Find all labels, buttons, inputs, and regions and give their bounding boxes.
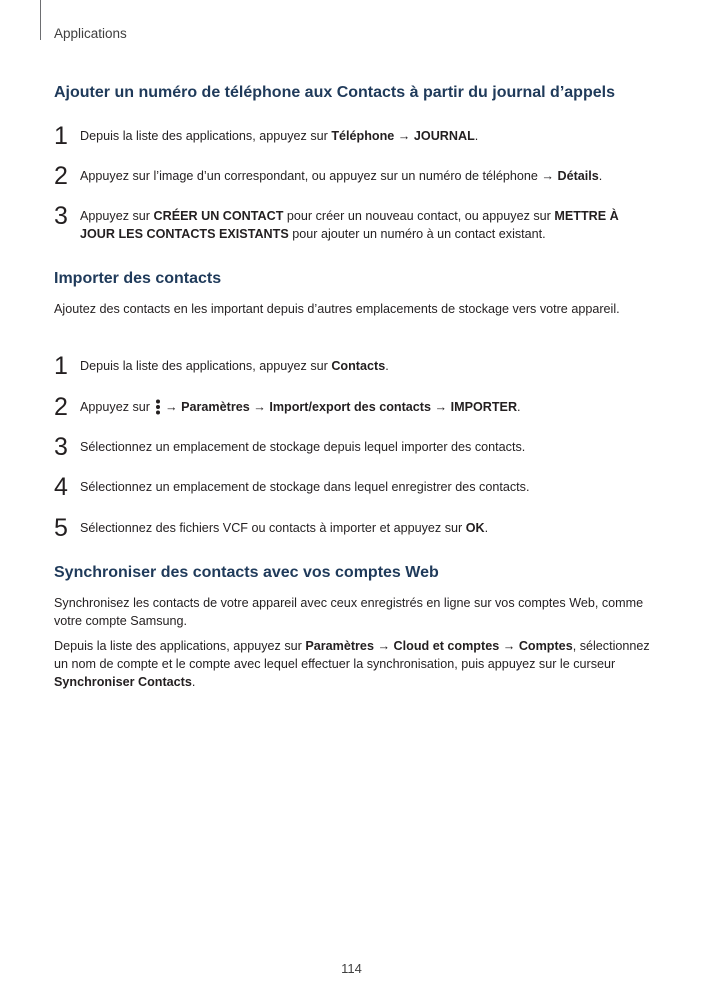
step-number: 5 (54, 514, 68, 542)
step-text: Appuyez sur l’image d’un correspondant, ou appuyez sur un numéro de téléphone → Détails. (80, 169, 603, 183)
keyword-mettre-a-jour: METTRE À JOUR LES CONTACTS EXISTANTS (80, 209, 619, 241)
keyword-ok: OK (465, 521, 485, 535)
header-rule (40, 0, 41, 40)
keyword-synchroniser-contacts: Synchroniser Contacts (54, 675, 192, 689)
step-number: 3 (54, 433, 68, 461)
running-header: Applications (54, 26, 127, 41)
step-number: 2 (54, 162, 68, 190)
section2-intro: Ajoutez des contacts en les important depuis d’autres emplacements de stockage vers votre appareil. (54, 302, 620, 316)
keyword-parametres: Paramètres (305, 639, 374, 653)
step-number: 3 (54, 202, 68, 230)
step-text: Sélectionnez un emplacement de stockage depuis lequel importer des contacts. (80, 440, 526, 454)
keyword-details: Détails (557, 169, 599, 183)
step-text: Sélectionnez des fichiers VCF ou contacts à importer et appuyez sur OK. (80, 521, 489, 535)
step-text: Depuis la liste des applications, appuyez sur Téléphone → JOURNAL. (80, 129, 479, 143)
step-text: Depuis la liste des applications, appuyez sur Contacts. (80, 359, 389, 373)
section-title-sync: Synchroniser des contacts avec vos comptes Web (54, 564, 439, 581)
section-title-import: Importer des contacts (54, 270, 222, 287)
step-number: 1 (54, 352, 68, 380)
keyword-import-export: Import/export des contacts (269, 400, 431, 414)
section3-para-1: Synchronisez les contacts de votre appareil avec ceux enregistrés en ligne sur vos comptes Web, comme votre compte Samsung. (54, 596, 644, 628)
keyword-importer: IMPORTER (450, 400, 518, 414)
step-number: 2 (54, 393, 68, 421)
section3-para-2: Depuis la liste des applications, appuyez sur Paramètres → Cloud et comptes → Comptes, sélectionnez un nom de compte et le compte avec lequel effectuer la synchronisation, puis appuyez sur le curseur Synchroniser Contacts. (54, 639, 650, 689)
keyword-parametres: Paramètres (181, 400, 250, 414)
page-number: 114 (341, 961, 362, 976)
keyword-journal: JOURNAL (413, 129, 475, 143)
step-text: Sélectionnez un emplacement de stockage dans lequel enregistrer des contacts. (80, 480, 530, 494)
keyword-contacts: Contacts (331, 359, 386, 373)
section-title-add-number: Ajouter un numéro de téléphone aux Contacts à partir du journal d’appels (54, 84, 615, 101)
step-number: 4 (54, 473, 68, 501)
keyword-cloud-comptes: Cloud et comptes (393, 639, 500, 653)
keyword-comptes: Comptes (518, 639, 573, 653)
step-number: 1 (54, 122, 68, 150)
keyword-creer-contact: CRÉER UN CONTACT (153, 209, 284, 223)
step-text: Appuyez sur → Paramètres → Import/export des contacts → IMPORTER. (80, 400, 521, 414)
step-text: Appuyez sur CRÉER UN CONTACT pour créer un nouveau contact, ou appuyez sur METTRE À JOUR LES CONTACTS EXISTANTS pour ajouter un numéro à un contact existant. (80, 209, 619, 241)
more-options-icon (155, 399, 161, 415)
keyword-telephone: Téléphone (331, 129, 395, 143)
